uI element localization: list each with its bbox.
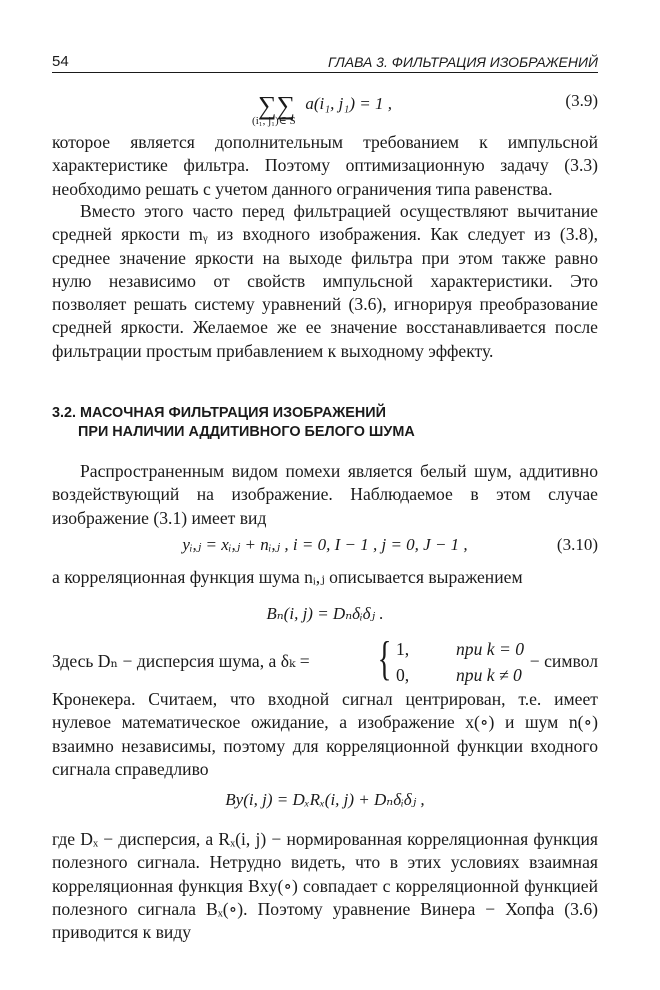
case-2-value: 0, [396,665,410,685]
case-row-2 [396,665,522,686]
case-1-value: 1, [396,639,410,659]
section-heading [52,404,415,442]
equation-3-9-body: a(i₁, j₁) = 1 , [305,94,392,113]
paragraph-6: Кронекера. Считаем, что входной сигнал центрирован, т.е. имеет нулевое математическое ожидание, а изображение x(∘) и шум n(∘) взаимно независимы, поэтому для корреляционной функции входного сигнала справедливо [52,689,598,779]
running-header [52,50,598,73]
kronecker-definition [52,632,598,687]
paragraph-4: а корреляционная функция шума nᵢ,ⱼ описывается выражением [52,567,523,587]
case-2-condition: при k ≠ 0 [456,665,522,685]
kronecker-tail: − символ [529,651,598,671]
case-1-condition: при k = 0 [456,639,525,659]
equation-by-body: By(i, j) = DₓRₓ(i, j) + Dₙδᵢδⱼ , [225,790,425,809]
section-heading-line-2: ПРИ НАЛИЧИИ АДДИТИВНОГО БЕЛОГО ШУМА [78,424,415,440]
paragraph-7: где Dₓ − дисперсия, а Rₓ(i, j) − нормированная корреляционная функция полезного сигнала. Нетрудно видеть, что в этих условиях взаимная корреляционная функция Bxy(∘) совпадает с корреляционной функцией полезного сигнала Bₓ(∘). Поэтому уравнение Винера − Хопфа (3.6) приводится к виду [52,829,598,943]
equation-3-10-number: (3.10) [556,535,598,554]
chapter-title: ГЛАВА 3. ФИЛЬТРАЦИЯ ИЗОБРАЖЕНИЙ [327,54,598,70]
equation-3-10 [52,536,598,553]
equation-3-9-subscript: (i₁, j₁)∈ S [252,115,296,127]
equation-bn [52,605,598,622]
section-heading-line-1: 3.2. МАСОЧНАЯ ФИЛЬТРАЦИЯ ИЗОБРАЖЕНИЙ [52,405,386,421]
paragraph-3: Распространенным видом помехи является белый шум, аддитивно воздействующий на изображение. Наблюдаемое в этом случае изображение (3.1) имеет вид [52,461,598,528]
page-number: 54 [52,53,69,70]
case-row-1 [396,639,525,660]
equation-3-9-number: (3.9) [565,91,598,110]
equation-by [52,791,598,808]
cases-brace: { [377,632,392,685]
paragraph-1: которое является дополнительным требованием к импульсной характеристике фильтра. Поэтому оптимизационную задачу (3.3) необходимо решать с учетом данного ограничения типа равенства. [52,132,598,199]
paragraph-2: Вместо этого часто перед фильтрацией осуществляют вычитание средней яркости mᵧ из входного изображения. Как следует из (3.8), среднее значение яркости на выходе фильтра при этом также равно нулю независимо от свойств импульсной характеристики. Это позволяет решать систему уравнений (3.6), игнорируя преобразование средней яркости. Желаемое же ее значение восстанавливается после фильтрации простым прибавлением к выходному эффекту. [52,201,598,361]
kronecker-lead: Здесь Dₙ − дисперсия шума, а δₖ = [52,651,310,671]
equation-bn-body: Bₙ(i, j) = Dₙδᵢδⱼ . [266,604,384,623]
equation-3-9: ∑∑ (i₁, j₁)∈ S a(i₁, j₁) = 1 , (3.9) [252,91,598,127]
equation-3-10-body: yᵢ,ⱼ = xᵢ,ⱼ + nᵢ,ⱼ , i = 0, I − 1 , j = 0, J − 1 , [182,535,468,554]
